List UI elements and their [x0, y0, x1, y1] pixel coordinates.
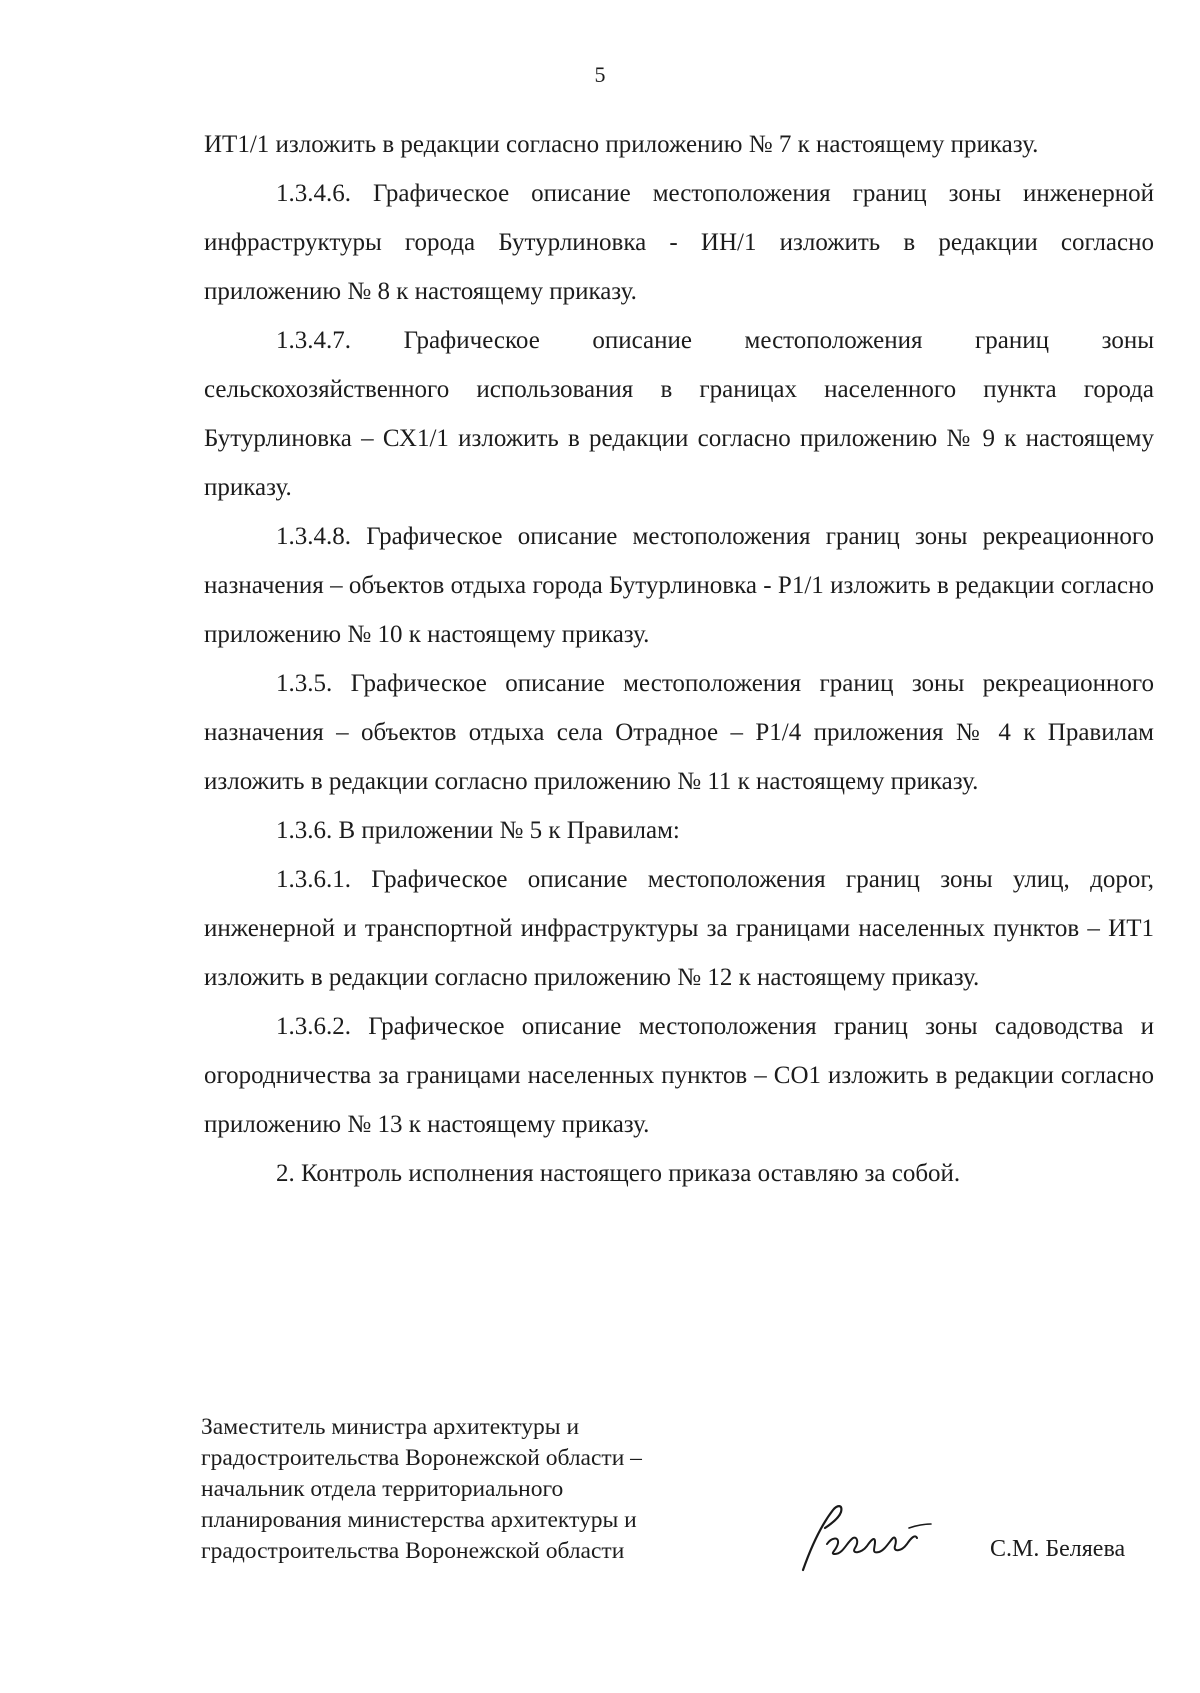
paragraph-2-control: 2. Контроль исполнения настоящего приказа оставляю за собой.	[276, 1160, 961, 1187]
paragraph-1-3-5: 1.3.5. Графическое описание местоположения границ зоны рекреационного назначения – объектов отдыха села Отрадное – Р1/4 приложения № 4 к Правилам изложить в редакции согласно приложению № 11 к настоящему приказу.	[204, 670, 1154, 795]
position-line: градостроительства Воронежской области –	[201, 1445, 642, 1471]
paragraph-1-3-6: 1.3.6. В приложении № 5 к Правилам:	[276, 817, 680, 844]
paragraph-1-3-6-1: 1.3.6.1. Графическое описание местоположения границ зоны улиц, дорог, инженерной и транспортной инфраструктуры за границами населенных пунктов – ИТ1 изложить в редакции согласно приложению № 12 к настоящему приказу.	[204, 866, 1154, 991]
signer-name: С.М. Беляева	[990, 1536, 1126, 1562]
paragraph-1-3-4-8: 1.3.4.8. Графическое описание местоположения границ зоны рекреационного назначения – объектов отдыха города Бутурлиновка - Р1/1 изложить в редакции согласно приложению № 10 к настоящему приказу.	[204, 523, 1154, 648]
paragraph-1-3-4-7: 1.3.4.7. Графическое описание местоположения границ зоны сельскохозяйственного использования в границах населенного пункта города Бутурлиновка – СХ1/1 изложить в редакции согласно приложению № 9 к настоящему приказу.	[204, 327, 1154, 501]
handwritten-signature	[791, 1498, 941, 1578]
page-number: 5	[594, 62, 606, 87]
paragraph-1-3-4-6: 1.3.4.6. Графическое описание местоположения границ зоны инженерной инфраструктуры города Бутурлиновка - ИН/1 изложить в редакции согласно приложению № 8 к настоящему приказу.	[204, 180, 1154, 305]
paragraph-continuation: ИТ1/1 изложить в редакции согласно приложению № 7 к настоящему приказу.	[204, 131, 1039, 158]
position-line: Заместитель министра архитектуры и	[201, 1414, 580, 1440]
position-line: градостроительства Воронежской области	[201, 1538, 625, 1564]
paragraph-1-3-6-2: 1.3.6.2. Графическое описание местоположения границ зоны садоводства и огородничества за границами населенных пунктов – СО1 изложить в редакции согласно приложению № 13 к настоящему приказу.	[204, 1013, 1154, 1138]
position-line: планирования министерства архитектуры и	[201, 1507, 637, 1533]
position-line: начальник отдела территориального	[201, 1476, 564, 1502]
signatory-position	[201, 1412, 642, 1567]
document-body	[204, 120, 1154, 1198]
